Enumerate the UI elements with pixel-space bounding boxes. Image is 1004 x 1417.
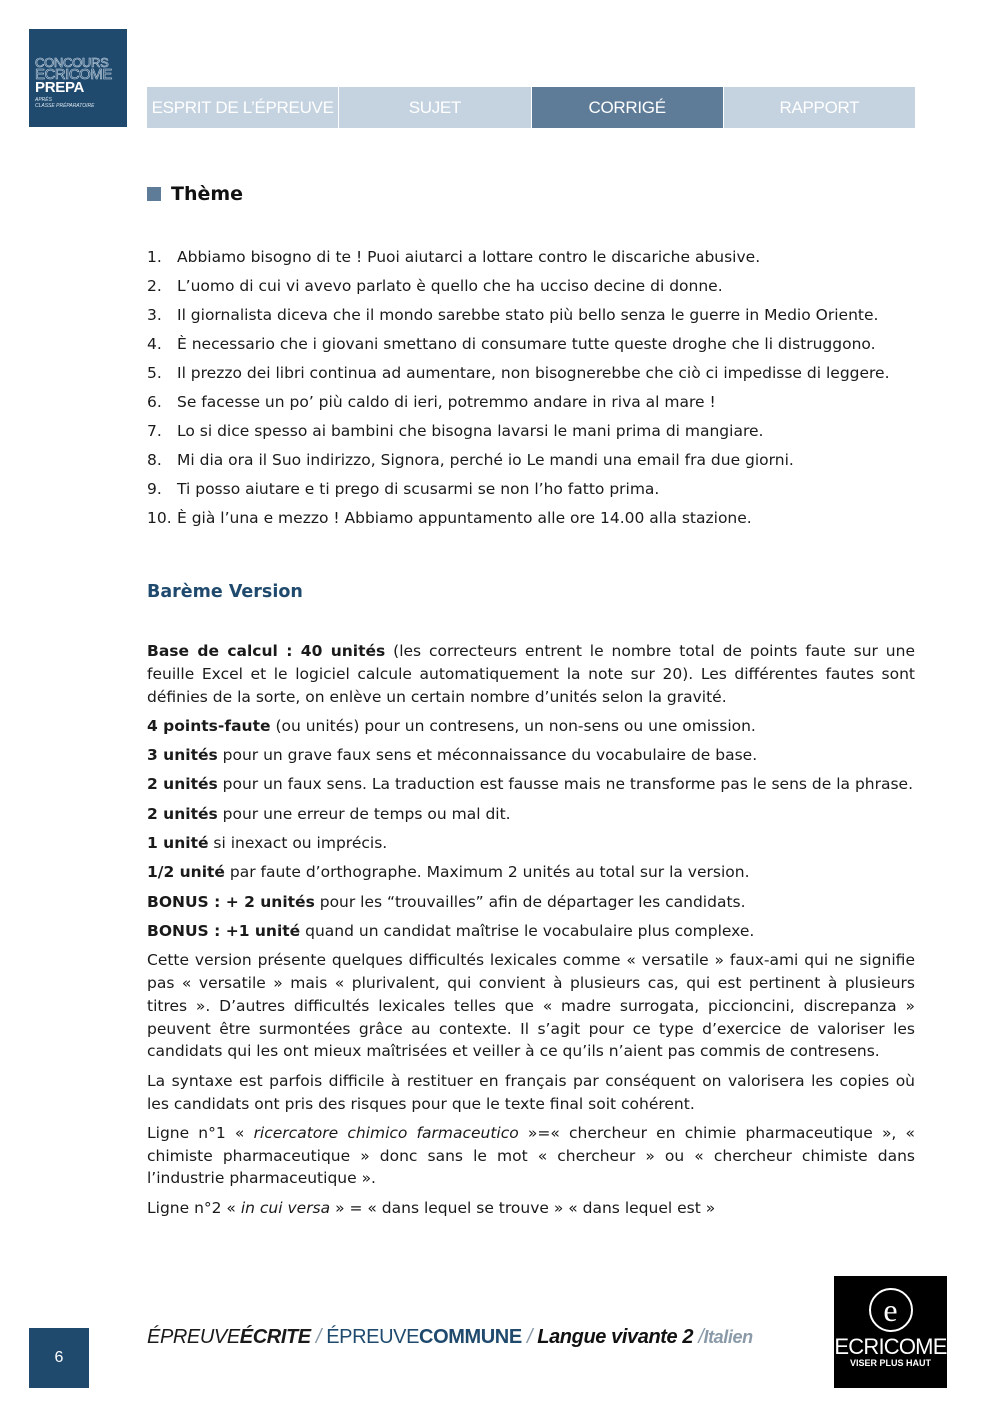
paragraph-ligne-1 <box>147 1122 915 1190</box>
paragraph-1-unite <box>147 832 915 855</box>
paragraph-base-calcul <box>147 640 915 708</box>
item-number: 1. <box>147 248 162 266</box>
square-bullet-icon <box>147 187 161 201</box>
item-number: 7. <box>147 422 162 440</box>
paragraph-text: pour une erreur de temps ou mal dit. <box>217 804 511 823</box>
bold-lead: 1 unité <box>147 834 209 853</box>
paragraph-text: (ou unités) pour un contresens, un non-sens ou une omission. <box>270 716 756 735</box>
item-number: 4. <box>147 335 162 353</box>
theme-sentence-list <box>147 243 917 533</box>
item-number: 2. <box>147 277 162 295</box>
footer-epreuve-2: ÉPREUVE <box>326 1326 420 1348</box>
tab-esprit-epreuve[interactable]: ESPRIT DE L’ÉPREUVE <box>147 87 338 128</box>
item-number: 10. <box>147 509 172 527</box>
list-item <box>147 243 917 272</box>
item-number: 6. <box>147 393 162 411</box>
footer-title <box>147 1326 753 1349</box>
list-item <box>147 388 917 417</box>
logo-apres-text: APRÈS <box>35 97 52 103</box>
tab-corrige[interactable]: CORRIGÉ <box>532 87 723 128</box>
item-number: 9. <box>147 480 162 498</box>
paragraph-ligne-2 <box>147 1197 915 1220</box>
logo-prepa: PREPA <box>35 79 85 96</box>
bold-lead: Base de calcul : 40 unités <box>147 642 386 660</box>
footer-separator: / <box>310 1326 327 1348</box>
footer-ecrite: ÉCRITE <box>239 1326 311 1348</box>
bold-lead: 2 unités <box>147 804 218 823</box>
list-item <box>147 504 917 533</box>
paragraph-text: pour un faux sens. La traduction est fausse mais ne transforme pas le sens de la phrase. <box>217 775 914 794</box>
paragraph-bonus-2 <box>147 891 915 914</box>
ecricome-brand-logo <box>834 1276 947 1388</box>
item-text: È necessario che i giovani smettano di consumare tutte queste droghe che li distruggono. <box>177 335 876 353</box>
paragraph-text: si inexact ou imprécis. <box>208 834 388 853</box>
paragraph-text: quand un candidat maîtrise le vocabulaire plus complexe. <box>300 921 755 940</box>
bold-lead: 4 points-faute <box>147 716 271 735</box>
logo-concours: CONCOURS <box>35 55 109 70</box>
paragraph-text: » = « dans lequel se trouve » « dans lequel est » <box>330 1198 716 1217</box>
item-text: Il giornalista diceva che il mondo sarebbe stato più bello senza le guerre in Medio Oriente. <box>177 306 879 324</box>
brand-name: ECRICOME <box>834 1334 947 1359</box>
paragraph-text: pour un grave faux sens et méconnaissance du vocabulaire de base. <box>217 746 758 765</box>
paragraph-3-unites <box>147 744 915 767</box>
paragraph-demi-unite <box>147 861 915 884</box>
logo-ecricome: ECRICOME <box>35 66 112 83</box>
footer-separator: / <box>693 1326 704 1348</box>
theme-title: Thème <box>171 183 244 205</box>
paragraph-text: »=« chercheur en chimie pharmaceutique », « chimiste pharmaceutique » donc sans le mot « chercheur » ou « chercheur chimiste dans l’industrie pharmaceutique ». <box>147 1123 916 1188</box>
item-text: Ti posso aiutare e ti prego di scusarmi se non l’ho fatto prima. <box>177 480 660 498</box>
item-text: Il prezzo dei libri continua ad aumentare, non bisognerebbe che ciò ci impedisse di leggere. <box>177 364 890 382</box>
footer-italien: Italien <box>703 1327 753 1347</box>
bareme-content <box>147 640 915 1226</box>
logo-apres <box>35 97 121 109</box>
paragraph-text: pour les “trouvailles” afin de départager les candidats. <box>314 892 746 911</box>
footer-separator: / <box>521 1326 538 1348</box>
item-text: Se facesse un po’ più caldo di ieri, potremmo andare in riva al mare ! <box>177 393 716 411</box>
paragraph-text: Ligne n°2 « <box>147 1198 241 1217</box>
italic-term: ricercatore chimico farmaceutico <box>253 1123 519 1142</box>
list-item <box>147 301 917 330</box>
item-text: L’uomo di cui vi avevo parlato è quello che ha ucciso decine di donne. <box>177 277 723 295</box>
brand-slogan: VISER PLUS HAUT <box>849 1358 931 1368</box>
item-text: Lo si dice spesso ai bambini che bisogna lavarsi le mani prima di mangiare. <box>177 422 764 440</box>
bold-lead: 3 unités <box>147 746 218 765</box>
list-item <box>147 475 917 504</box>
section-tabs <box>147 87 915 128</box>
footer-commune: COMMUNE <box>419 1326 522 1348</box>
paragraph-difficultes-lexicales: Cette version présente quelques difficultés lexicales comme « versatile » faux-ami qui ne signifie pas « versatile » mais « plurivalent, qui convient à plusieurs cas, qui est pertinent à plusieurs titres ». D’autres difficultés lexicales telles que « madre surrogata, piccioncini, discrepanza » peuvent être surmontées grâce au contexte. Il s’agit pour ce type d’exercice de valoriser les candidats qui les ont mieux maîtrisées et veiller à ce qu’ils n’aient pas commis de contresens. <box>147 951 915 1061</box>
paragraph-text: (les correcteurs entrent le nombre total de points faute sur une feuille Excel et le logiciel calcule automatiquement la note sur 20). Les différentes fautes sont définies de la sorte, on enlève un certain nombre d’unités selon la gravité. <box>147 642 915 706</box>
paragraph-bonus-1 <box>147 920 915 943</box>
bold-lead: 1/2 unité <box>147 863 225 882</box>
list-item <box>147 330 917 359</box>
item-number: 5. <box>147 364 162 382</box>
item-number: 3. <box>147 306 162 324</box>
item-number: 8. <box>147 451 162 469</box>
list-item <box>147 446 917 475</box>
footer-langue: Langue vivante 2 <box>537 1326 694 1348</box>
paragraph-4-points <box>147 715 915 738</box>
tab-sujet[interactable]: SUJET <box>339 87 530 128</box>
bold-lead: BONUS : + 2 unités <box>147 892 315 911</box>
paragraph-text: par faute d’orthographe. Maximum 2 unités au total sur la version. <box>224 863 750 882</box>
list-item <box>147 417 917 446</box>
item-text: Abbiamo bisogno di te ! Puoi aiutarci a lottare contro le discariche abusive. <box>177 248 761 266</box>
page-number: 6 <box>29 1328 89 1388</box>
item-text: Mi dia ora il Suo indirizzo, Signora, perché io Le mandi una email fra due giorni. <box>177 451 794 469</box>
tab-rapport[interactable]: RAPPORT <box>724 87 915 128</box>
paragraph-text: Ligne n°1 « <box>147 1123 254 1142</box>
logo-ecricome-prepa <box>29 29 127 127</box>
paragraph-2-unites-temps <box>147 803 915 826</box>
paragraph-2-unites-faux-sens <box>147 773 915 796</box>
paragraph-syntaxe: La syntaxe est parfois difficile à restituer en français par conséquent on valorisera les copies où les candidats ont pris des risques pour que le texte final soit cohérent. <box>147 1071 915 1113</box>
e-logo-icon: e <box>869 1288 913 1332</box>
italic-term: in cui versa <box>240 1198 331 1217</box>
logo-classe-text: CLASSE PRÉPARATOIRE <box>35 103 95 109</box>
bareme-title: Barème Version <box>147 582 303 602</box>
list-item <box>147 272 917 301</box>
bold-lead: BONUS : +1 unité <box>147 921 301 940</box>
item-text: È già l’una e mezzo ! Abbiamo appuntamento alle ore 14.00 alla stazione. <box>177 509 752 527</box>
bold-lead: 2 unités <box>147 775 218 794</box>
theme-heading <box>147 183 243 205</box>
footer-epreuve: ÉPREUVE <box>147 1326 240 1348</box>
list-item <box>147 359 917 388</box>
